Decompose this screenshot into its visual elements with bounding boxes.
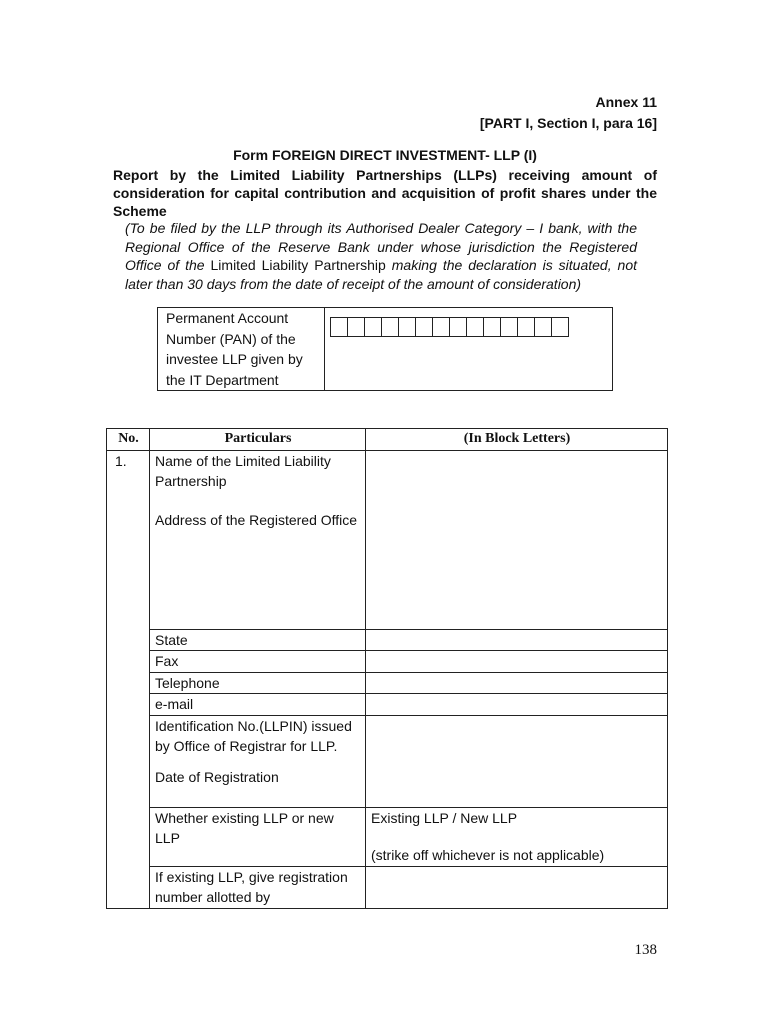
pan-character-box[interactable] — [398, 317, 416, 337]
pan-character-box[interactable] — [534, 317, 552, 337]
page-number: 138 — [634, 942, 657, 958]
table-row — [107, 629, 668, 651]
fax-label: Fax — [150, 651, 366, 673]
pan-label: Permanent Account Number (PAN) of the investee LLP given by the IT Department — [158, 308, 325, 390]
table-row — [107, 672, 668, 694]
llpin-date-cell — [150, 715, 366, 807]
state-label: State — [150, 629, 366, 651]
existing-note: (strike off whichever is not applicable) — [371, 847, 605, 863]
annex-reference: [PART I, Section I, para 16] — [479, 115, 657, 131]
filing-instruction — [125, 219, 637, 293]
pan-character-box[interactable] — [381, 317, 399, 337]
telephone-value[interactable] — [366, 672, 668, 694]
table-row — [107, 651, 668, 673]
pan-character-box[interactable] — [551, 317, 569, 337]
table-row — [107, 450, 668, 629]
existing-value-cell — [366, 807, 668, 866]
pan-character-box[interactable] — [364, 317, 382, 337]
annex-number: Annex 11 — [595, 94, 657, 110]
llpin-label: Identification No.(LLPIN) issued by Office of Registrar for LLP. — [155, 717, 352, 754]
header-particulars: Particulars — [150, 429, 366, 451]
form-title: Form FOREIGN DIRECT INVESTMENT- LLP (I) — [233, 147, 537, 163]
pan-box — [157, 307, 613, 391]
table-row — [107, 866, 668, 908]
fax-value[interactable] — [366, 651, 668, 673]
pan-character-box[interactable] — [500, 317, 518, 337]
name-label: Name of the Limited Liability Partnership — [155, 452, 331, 489]
name-address-value[interactable] — [366, 450, 668, 629]
report-title: Report by the Limited Liability Partnerships (LLPs) receiving amount of consideration for capital contribution and acquisition of profit shares under the Scheme — [113, 167, 657, 219]
pan-character-box[interactable] — [466, 317, 484, 337]
state-value[interactable] — [366, 629, 668, 651]
header-values: (In Block Letters) — [366, 429, 668, 451]
table-row — [107, 694, 668, 716]
address-label: Address of the Registered Office — [155, 511, 358, 528]
regno-label: If existing LLP, give registration number allotted by — [150, 866, 366, 908]
existing-value[interactable]: Existing LLP / New LLP — [371, 809, 518, 826]
pan-character-box[interactable] — [517, 317, 535, 337]
instruction-part-2: making the declaration is situated, not later than 30 days from the date of receipt of the amount of consideration) — [125, 257, 638, 292]
pan-character-box[interactable] — [347, 317, 365, 337]
header-no: No. — [107, 429, 150, 451]
email-value[interactable] — [366, 694, 668, 716]
instruction-upright: Limited Liability Partnership — [210, 257, 386, 273]
table-row — [107, 715, 668, 807]
telephone-label: Telephone — [150, 672, 366, 694]
existing-label: Whether existing LLP or new LLP — [150, 807, 366, 866]
pan-character-box[interactable] — [432, 317, 450, 337]
particulars-table — [106, 428, 668, 909]
llpin-date-value[interactable] — [366, 715, 668, 807]
annex-header — [480, 92, 657, 134]
pan-character-box[interactable] — [415, 317, 433, 337]
pan-character-boxes — [325, 308, 568, 390]
name-address-cell — [150, 450, 366, 629]
pan-character-box[interactable] — [449, 317, 467, 337]
instruction-part-1: (To be filed by the LLP through its Authorised Dealer Category – I bank, with the Regional Office of the Reserve Bank under whose jurisdiction the Registered Office of the — [125, 220, 637, 273]
regno-value[interactable] — [366, 866, 668, 908]
row-number: 1. — [107, 450, 150, 908]
table-header-row — [107, 429, 668, 451]
pan-character-box[interactable] — [483, 317, 501, 337]
pan-character-box[interactable] — [330, 317, 348, 337]
table-row — [107, 807, 668, 866]
email-label: e-mail — [150, 694, 366, 716]
date-label: Date of Registration — [155, 768, 279, 785]
